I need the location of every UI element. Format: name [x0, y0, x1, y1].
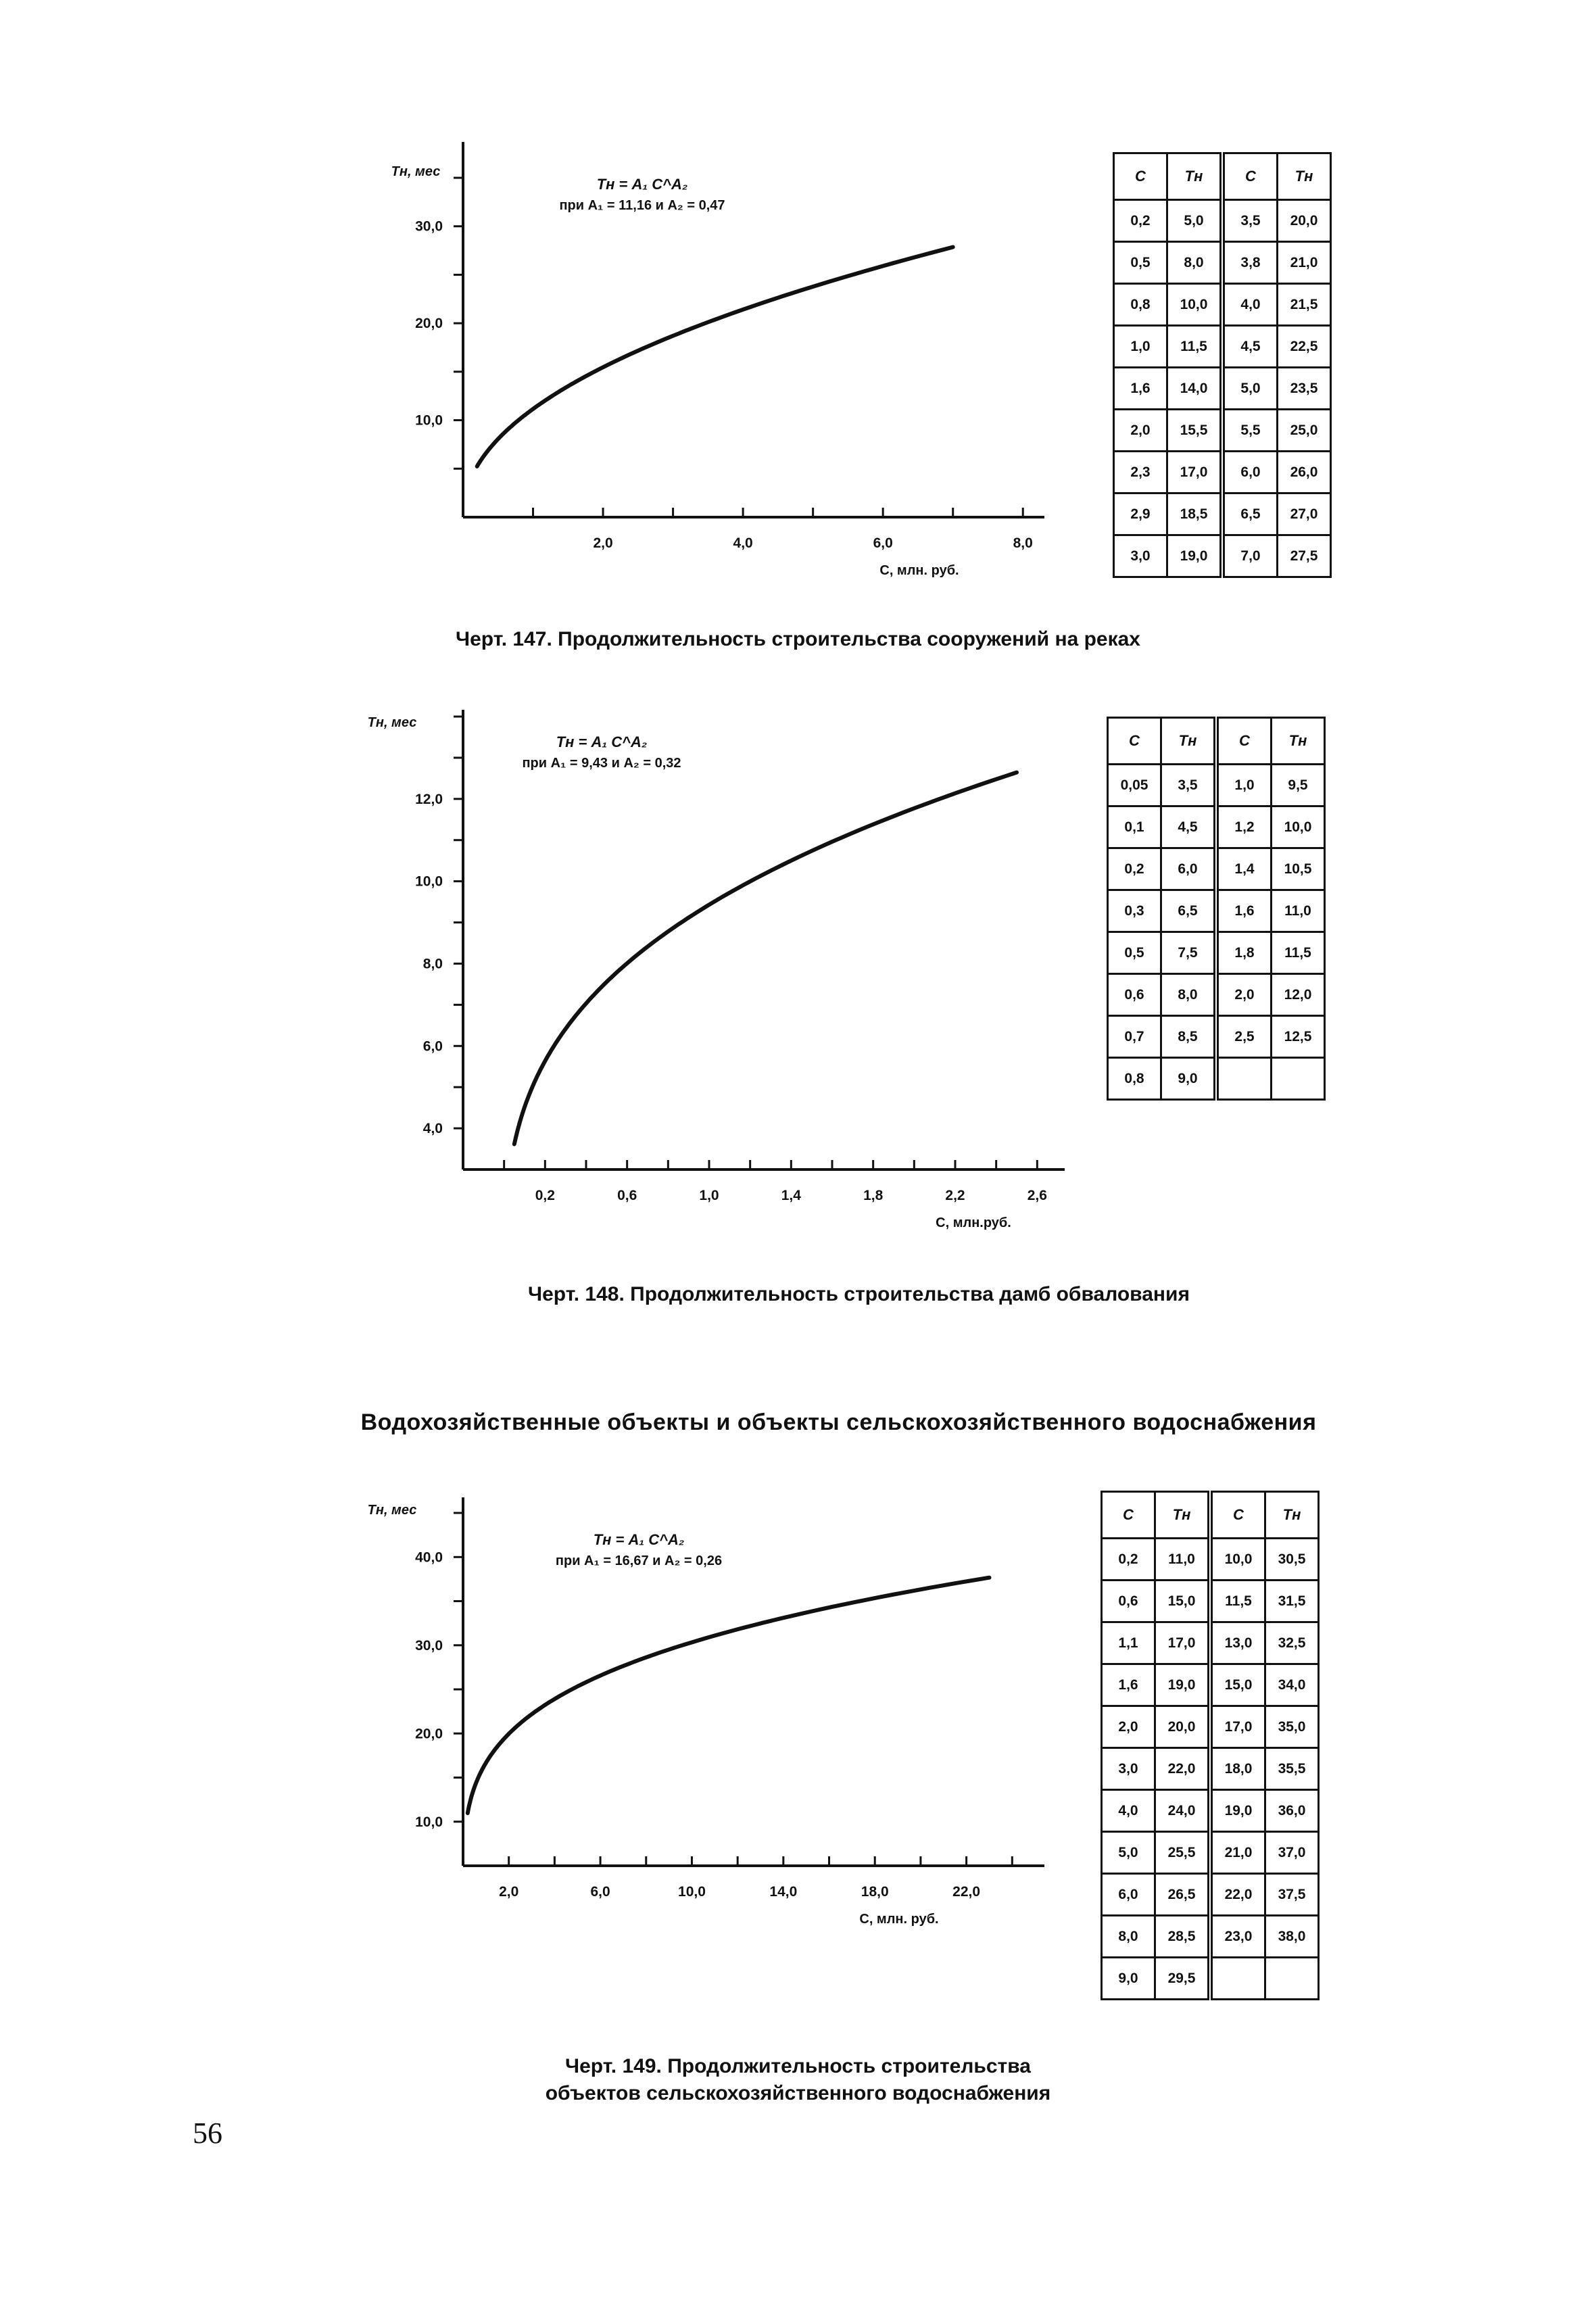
table-row [1108, 806, 1325, 848]
table-row [1102, 1748, 1319, 1790]
table-cell: 21,0 [1278, 242, 1331, 284]
table-cell: 24,0 [1155, 1790, 1211, 1832]
table-row [1108, 974, 1325, 1016]
table-cell: 35,0 [1265, 1706, 1319, 1748]
y-tick-label: 40,0 [415, 1549, 443, 1566]
table-cell: 12,5 [1272, 1016, 1325, 1058]
x-axis-label: С, млн. руб. [859, 1912, 939, 1927]
table-cell: 1,6 [1114, 368, 1167, 410]
table-row [1108, 1058, 1325, 1100]
table-147 [1113, 152, 1332, 578]
table-cell: 0,05 [1108, 765, 1161, 806]
table-cell: 18,5 [1167, 493, 1223, 535]
table-row [1102, 1874, 1319, 1916]
table-cell: 1,6 [1216, 890, 1272, 932]
x-tick-label: 1,0 [699, 1188, 719, 1203]
table-row [1102, 1539, 1319, 1581]
table-cell: 7,0 [1222, 535, 1278, 577]
y-tick-label: 20,0 [415, 1726, 443, 1742]
x-tick-label: 6,0 [590, 1884, 610, 1900]
section-title: Водохозяйственные объекты и объекты сельскохозяйственного водоснабжения [360, 1409, 1317, 1435]
table-row [1102, 1790, 1319, 1832]
table-cell: 6,0 [1102, 1874, 1155, 1916]
table-header-cell: С [1210, 1492, 1265, 1539]
table-row [1114, 452, 1331, 493]
table-cell: 12,0 [1272, 974, 1325, 1016]
x-axis-label: С, млн.руб. [936, 1215, 1011, 1230]
table-cell: 37,5 [1265, 1874, 1319, 1916]
x-tick-label: 22,0 [952, 1884, 981, 1900]
table-cell: 21,0 [1210, 1832, 1265, 1874]
table-cell: 10,0 [1210, 1539, 1265, 1581]
table-cell: 5,0 [1222, 368, 1278, 410]
table-cell: 11,0 [1272, 890, 1325, 932]
y-tick-label: 10,0 [415, 873, 443, 890]
table-cell: 2,0 [1102, 1706, 1155, 1748]
table-row [1102, 1916, 1319, 1958]
table-cell [1216, 1058, 1272, 1100]
table-header-cell: С [1102, 1492, 1155, 1539]
table-cell: 5,0 [1102, 1832, 1155, 1874]
table-row [1114, 535, 1331, 577]
table-cell: 7,5 [1161, 932, 1217, 974]
table-cell: 0,2 [1114, 200, 1167, 242]
x-tick-label: 6,0 [873, 535, 893, 551]
table-cell: 3,8 [1222, 242, 1278, 284]
table-cell: 0,5 [1114, 242, 1167, 284]
table-cell: 4,0 [1102, 1790, 1155, 1832]
x-tick-label: 2,0 [593, 535, 613, 551]
table-cell: 23,5 [1278, 368, 1331, 410]
table-cell: 29,5 [1155, 1958, 1211, 2000]
formula: Тн = A₁ C^A₂ [596, 176, 688, 193]
table-cell: 34,0 [1265, 1664, 1319, 1706]
caption-149-line2: объектов сельскохозяйственного водоснабжения [545, 2082, 1051, 2104]
table-cell: 18,0 [1210, 1748, 1265, 1790]
table-row [1108, 1016, 1325, 1058]
table-cell: 15,0 [1155, 1581, 1211, 1622]
table-cell: 10,0 [1272, 806, 1325, 848]
table-row [1114, 242, 1331, 284]
table-cell: 20,0 [1278, 200, 1331, 242]
table-cell: 8,0 [1102, 1916, 1155, 1958]
y-tick-label: 30,0 [415, 218, 443, 235]
x-axis-label: С, млн. руб. [879, 563, 959, 578]
table-row [1102, 1581, 1319, 1622]
table-cell: 26,5 [1155, 1874, 1211, 1916]
table-cell [1265, 1958, 1319, 2000]
table-cell: 0,6 [1108, 974, 1161, 1016]
table-cell: 1,1 [1102, 1622, 1155, 1664]
formula-params: при A₁ = 9,43 и A₂ = 0,32 [522, 756, 681, 771]
table-header-cell: Тн [1265, 1492, 1319, 1539]
table-cell [1210, 1958, 1265, 2000]
table-cell: 35,5 [1265, 1748, 1319, 1790]
caption-149-line1: Черт. 149. Продолжительность строительства [565, 2055, 1031, 2077]
table-cell: 17,0 [1155, 1622, 1211, 1664]
table-header-cell: С [1222, 153, 1278, 200]
y-tick-label: 30,0 [415, 1637, 443, 1654]
table-cell [1272, 1058, 1325, 1100]
table-cell: 1,6 [1102, 1664, 1155, 1706]
table-cell: 0,3 [1108, 890, 1161, 932]
table-cell: 4,0 [1222, 284, 1278, 326]
series-line [514, 773, 1017, 1144]
table-cell: 11,5 [1167, 326, 1223, 368]
formula-params: при A₁ = 16,67 и A₂ = 0,26 [555, 1553, 723, 1568]
table-cell: 14,0 [1167, 368, 1223, 410]
table-cell: 8,0 [1161, 974, 1217, 1016]
table-cell: 3,0 [1114, 535, 1167, 577]
series-line [477, 247, 953, 466]
chart-148 [352, 700, 1095, 1240]
table-cell: 0,5 [1108, 932, 1161, 974]
table-cell: 19,0 [1155, 1664, 1211, 1706]
table-row [1114, 493, 1331, 535]
page-number: 56 [193, 2117, 222, 2150]
y-tick-label: 12,0 [415, 791, 443, 807]
y-axis-label: Тн, мес [391, 164, 441, 179]
table-cell: 17,0 [1167, 452, 1223, 493]
x-tick-label: 8,0 [1013, 535, 1033, 551]
table-cell: 9,0 [1102, 1958, 1155, 2000]
table-row [1102, 1958, 1319, 2000]
table-148-wrap [1107, 717, 1326, 1101]
table-header-cell: Тн [1155, 1492, 1211, 1539]
table-cell: 27,0 [1278, 493, 1331, 535]
table-row [1102, 1622, 1319, 1664]
table-148 [1107, 717, 1326, 1101]
table-cell: 11,0 [1155, 1539, 1211, 1581]
table-cell: 10,5 [1272, 848, 1325, 890]
table-cell: 10,0 [1167, 284, 1223, 326]
table-row [1108, 890, 1325, 932]
table-cell: 3,5 [1161, 765, 1217, 806]
table-cell: 31,5 [1265, 1581, 1319, 1622]
table-row [1102, 1832, 1319, 1874]
y-tick-label: 8,0 [422, 956, 443, 972]
table-cell: 27,5 [1278, 535, 1331, 577]
table-cell: 1,2 [1216, 806, 1272, 848]
table-header-cell: Тн [1272, 718, 1325, 765]
table-cell: 4,5 [1222, 326, 1278, 368]
chart-147 [379, 142, 1055, 615]
formula: Тн = A₁ C^A₂ [593, 1531, 685, 1548]
table-cell: 3,0 [1102, 1748, 1155, 1790]
table-cell: 2,0 [1216, 974, 1272, 1016]
table-cell: 4,5 [1161, 806, 1217, 848]
x-tick-label: 1,8 [863, 1188, 884, 1203]
table-cell: 22,0 [1210, 1874, 1265, 1916]
table-header-cell: С [1216, 718, 1272, 765]
table-row [1108, 765, 1325, 806]
table-cell: 2,5 [1216, 1016, 1272, 1058]
table-cell: 23,0 [1210, 1916, 1265, 1958]
table-header-cell: С [1108, 718, 1161, 765]
y-tick-label: 10,0 [415, 1814, 443, 1830]
table-row [1114, 284, 1331, 326]
x-tick-label: 2,2 [945, 1188, 965, 1203]
table-cell: 22,0 [1155, 1748, 1211, 1790]
table-cell: 11,5 [1272, 932, 1325, 974]
table-row [1108, 932, 1325, 974]
table-cell: 1,4 [1216, 848, 1272, 890]
table-cell: 0,7 [1108, 1016, 1161, 1058]
table-cell: 36,0 [1265, 1790, 1319, 1832]
table-cell: 25,0 [1278, 410, 1331, 452]
table-cell: 25,5 [1155, 1832, 1211, 1874]
table-cell: 17,0 [1210, 1706, 1265, 1748]
table-cell: 32,5 [1265, 1622, 1319, 1664]
table-row [1102, 1706, 1319, 1748]
y-tick-label: 10,0 [415, 412, 443, 429]
table-cell: 8,5 [1161, 1016, 1217, 1058]
table-row [1114, 326, 1331, 368]
table-cell: 5,0 [1167, 200, 1223, 242]
table-cell: 22,5 [1278, 326, 1331, 368]
table-row [1114, 368, 1331, 410]
table-cell: 1,0 [1114, 326, 1167, 368]
table-cell: 0,8 [1108, 1058, 1161, 1100]
x-tick-label: 2,6 [1027, 1188, 1047, 1203]
table-cell: 0,2 [1102, 1539, 1155, 1581]
table-cell: 38,0 [1265, 1916, 1319, 1958]
y-tick-label: 4,0 [422, 1121, 443, 1137]
table-cell: 19,0 [1167, 535, 1223, 577]
table-header-cell: Тн [1167, 153, 1223, 200]
table-147-wrap [1113, 152, 1332, 578]
table-cell: 6,5 [1222, 493, 1278, 535]
formula: Тн = A₁ C^A₂ [556, 733, 648, 750]
table-cell: 3,5 [1222, 200, 1278, 242]
table-cell: 9,5 [1272, 765, 1325, 806]
table-row [1102, 1664, 1319, 1706]
caption-148: Черт. 148. Продолжительность строительства дамб обвалования [528, 1283, 1190, 1305]
table-cell: 1,0 [1216, 765, 1272, 806]
x-tick-label: 18,0 [861, 1884, 889, 1900]
table-cell: 15,5 [1167, 410, 1223, 452]
table-cell: 0,8 [1114, 284, 1167, 326]
table-header-cell: С [1114, 153, 1167, 200]
table-cell: 11,5 [1210, 1581, 1265, 1622]
table-header-cell: Тн [1278, 153, 1331, 200]
table-cell: 30,5 [1265, 1539, 1319, 1581]
table-header-cell: Тн [1161, 718, 1217, 765]
y-tick-label: 6,0 [422, 1038, 443, 1055]
table-cell: 26,0 [1278, 452, 1331, 493]
x-tick-label: 0,6 [617, 1188, 637, 1203]
caption-147: Черт. 147. Продолжительность строительства сооружений на реках [456, 628, 1140, 650]
table-cell: 19,0 [1210, 1790, 1265, 1832]
table-row [1114, 410, 1331, 452]
chart-149 [365, 1487, 1055, 1947]
table-cell: 21,5 [1278, 284, 1331, 326]
x-tick-label: 1,4 [781, 1188, 801, 1203]
y-axis-label: Тн, мес [367, 715, 417, 730]
table-cell: 0,1 [1108, 806, 1161, 848]
table-cell: 6,0 [1222, 452, 1278, 493]
series-line [468, 1578, 990, 1813]
table-cell: 15,0 [1210, 1664, 1265, 1706]
table-cell: 6,0 [1161, 848, 1217, 890]
table-149-wrap [1101, 1491, 1320, 2000]
table-cell: 2,0 [1114, 410, 1167, 452]
table-cell: 9,0 [1161, 1058, 1217, 1100]
table-cell: 5,5 [1222, 410, 1278, 452]
table-cell: 37,0 [1265, 1832, 1319, 1874]
table-cell: 8,0 [1167, 242, 1223, 284]
table-cell: 2,3 [1114, 452, 1167, 493]
table-cell: 1,8 [1216, 932, 1272, 974]
table-cell: 6,5 [1161, 890, 1217, 932]
table-149 [1101, 1491, 1320, 2000]
table-cell: 0,2 [1108, 848, 1161, 890]
formula-params: при A₁ = 11,16 и A₂ = 0,47 [559, 198, 725, 213]
y-axis-label: Тн, мес [367, 1503, 417, 1518]
x-tick-label: 0,2 [535, 1188, 555, 1203]
x-tick-label: 10,0 [678, 1884, 706, 1900]
table-cell: 0,6 [1102, 1581, 1155, 1622]
table-cell: 20,0 [1155, 1706, 1211, 1748]
y-tick-label: 20,0 [415, 316, 443, 332]
table-cell: 13,0 [1210, 1622, 1265, 1664]
table-cell: 2,9 [1114, 493, 1167, 535]
x-tick-label: 2,0 [499, 1884, 519, 1900]
table-row [1114, 200, 1331, 242]
x-tick-label: 4,0 [733, 535, 753, 551]
table-cell: 28,5 [1155, 1916, 1211, 1958]
x-tick-label: 14,0 [769, 1884, 798, 1900]
table-row [1108, 848, 1325, 890]
